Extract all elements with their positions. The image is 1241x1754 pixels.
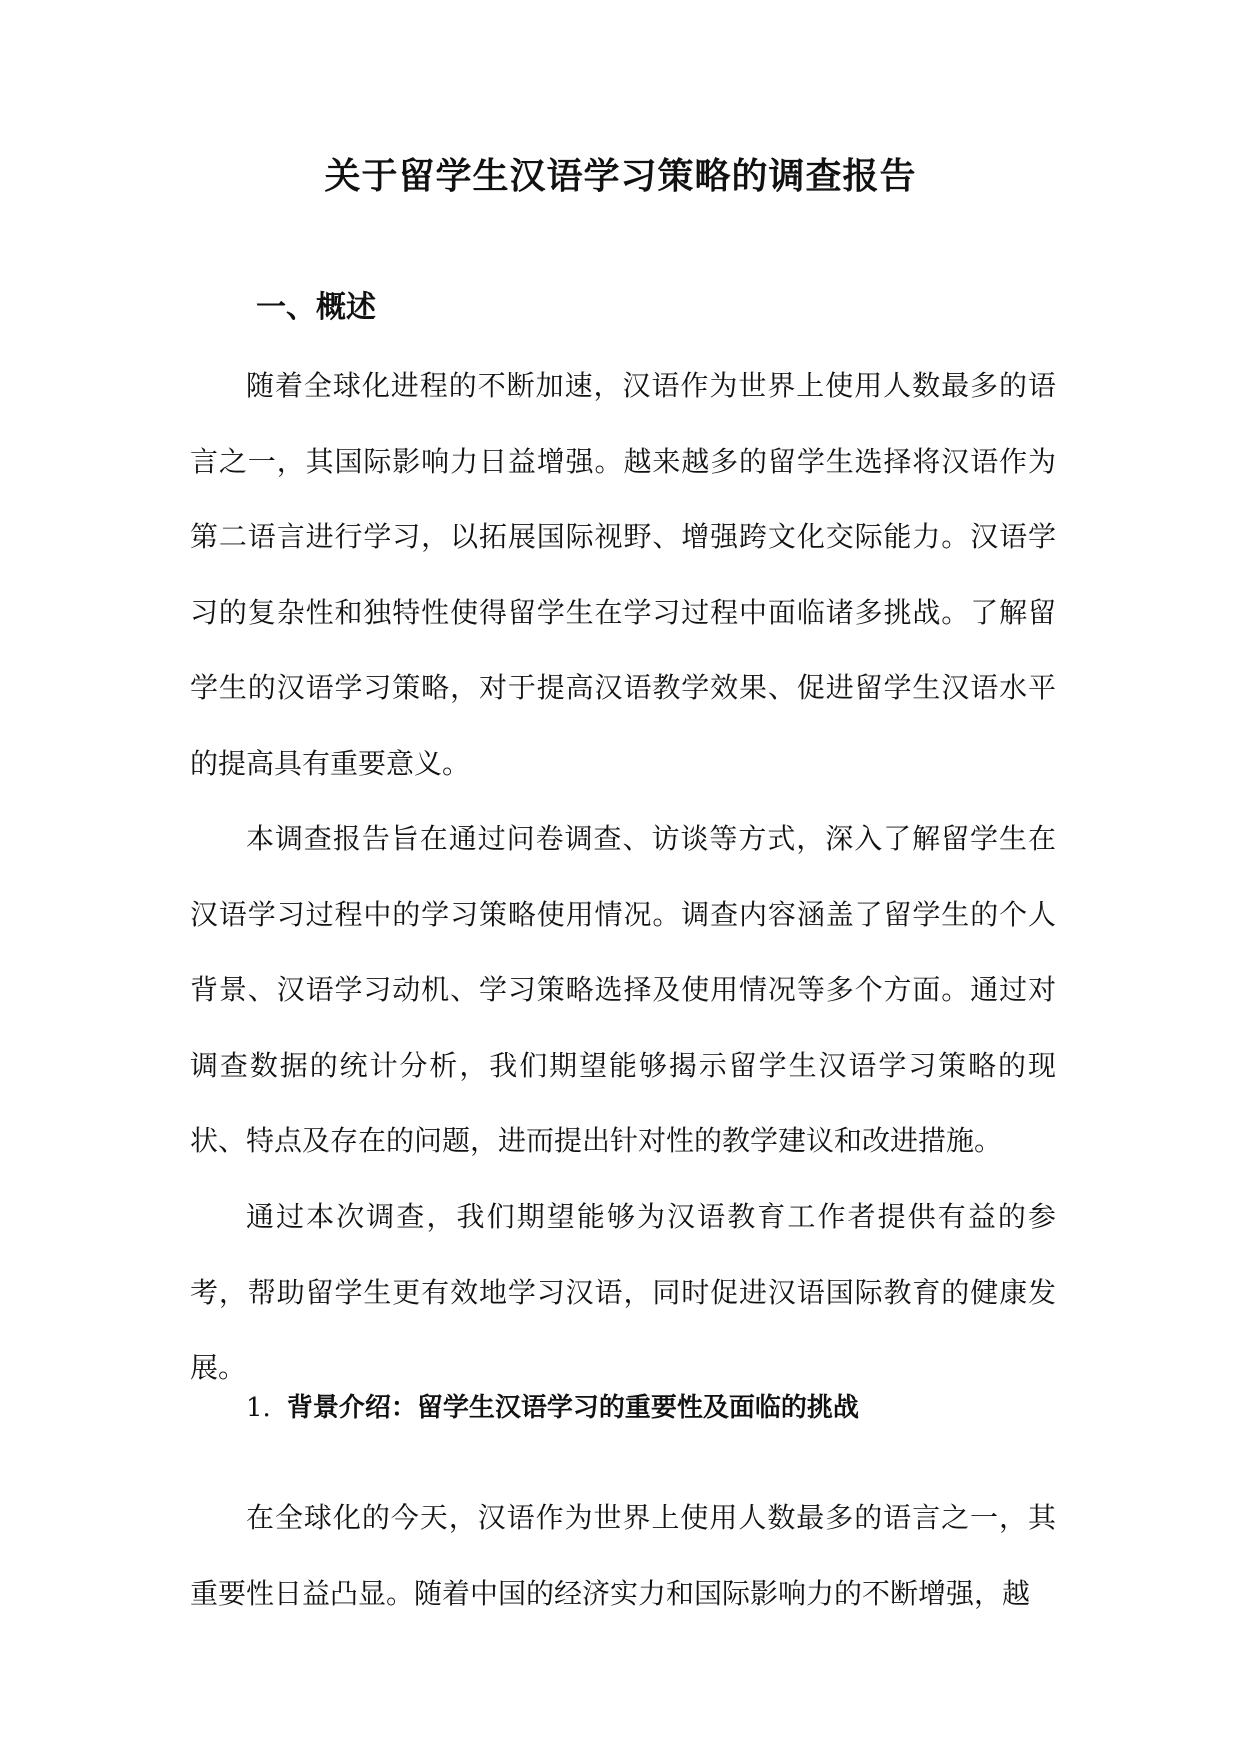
overview-paragraph-1: 随着全球化进程的不断加速，汉语作为世界上使用人数最多的语言之一，其国际影响力日益增强。越来越多的留学生选择将汉语作为第二语言进行学习，以拓展国际视野、增强跨文化交际能力。汉语学习的复杂性和独特性使得留学生在学习过程中面临诸多挑战。了解留学生的汉语学习策略，对于提高汉语教学效果、促进留学生汉语水平的提高具有重要意义。 xyxy=(190,369,1056,780)
overview-paragraph-3: 通过本次调查，我们期望能够为汉语教育工作者提供有益的参考，帮助留学生更有效地学习汉语，同时促进汉语国际教育的健康发展。 xyxy=(190,1200,1056,1384)
subsection-number: 1. xyxy=(246,1393,271,1423)
overview-paragraph-2: 本调查报告旨在通过问卷调查、访谈等方式，深入了解留学生在汉语学习过程中的学习策略使用情况。调查内容涵盖了留学生的个人背景、汉语学习动机、学习策略选择及使用情况等多个方面。通过对调查数据的统计分析，我们期望能够揭示留学生汉语学习策略的现状、特点及存在的问题，进而提出针对性的教学建议和改进措施。 xyxy=(190,822,1056,1157)
section-heading-overview: 一、概述 xyxy=(256,290,376,325)
document-title: 关于留学生汉语学习策略的调查报告 xyxy=(324,156,917,197)
subsection-heading-text: 背景介绍：留学生汉语学习的重要性及面临的挑战 xyxy=(286,1393,859,1423)
subsection-heading-background xyxy=(246,1388,859,1428)
background-paragraph-1: 在全球化的今天，汉语作为世界上使用人数最多的语言之一，其重要性日益凸显。随着中国的经济实力和国际影响力的不断增强，越 xyxy=(190,1501,1056,1610)
